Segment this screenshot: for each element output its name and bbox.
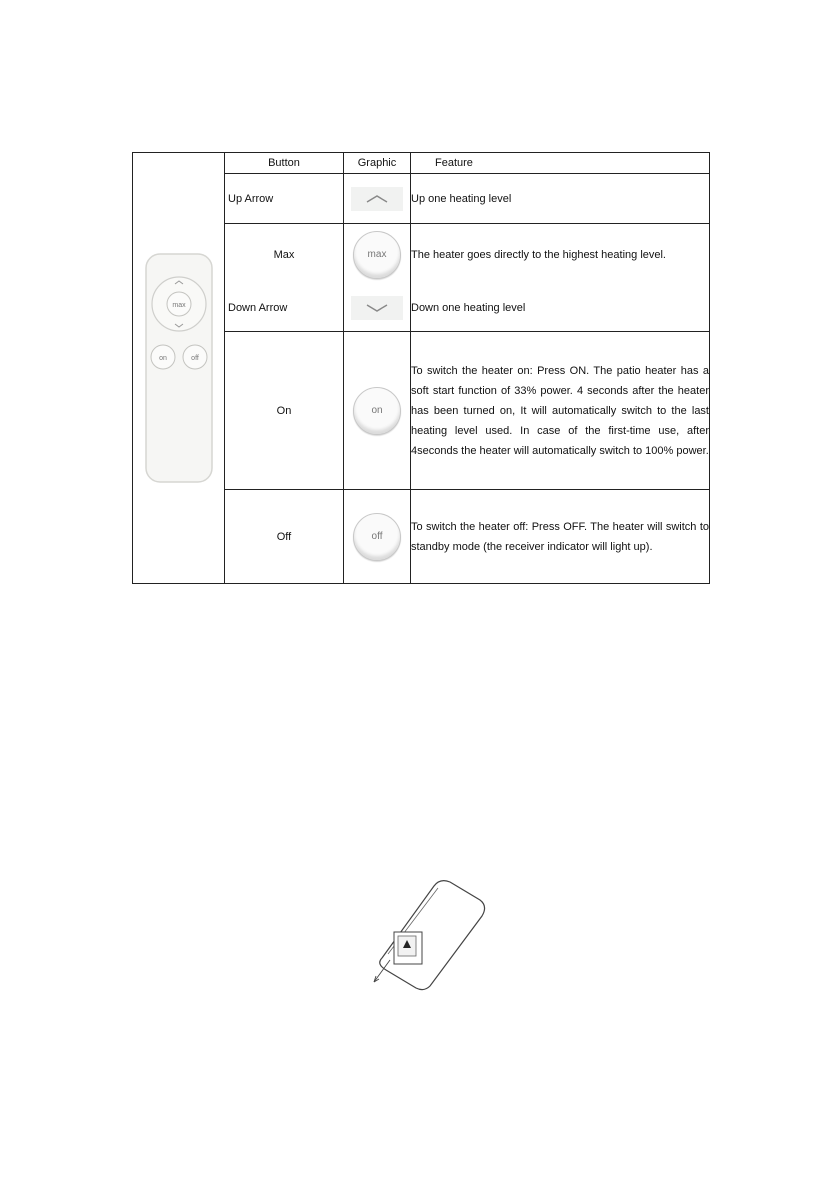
off-button-icon: off xyxy=(353,513,401,561)
battery-compartment-illustration xyxy=(364,872,490,992)
button-table-container xyxy=(132,152,710,584)
feature-down-arrow: Down one heating level xyxy=(411,302,526,315)
header-feature: Feature xyxy=(411,153,710,174)
feature-max: The heater goes directly to the highest heating level. xyxy=(411,248,666,261)
button-name-off: Off xyxy=(276,530,292,543)
remote-control-illustration xyxy=(144,252,214,484)
header-graphic: Graphic xyxy=(344,153,411,174)
remote-on-label: on xyxy=(158,355,167,362)
remote-off-label: off xyxy=(190,355,199,362)
max-button-icon: max xyxy=(353,231,401,279)
remote-max-label: max xyxy=(171,302,186,309)
chevron-down-icon xyxy=(351,296,403,320)
feature-up-arrow: Up one heating level xyxy=(411,192,512,205)
table-header-row xyxy=(133,153,710,174)
feature-off: To switch the heater off: Press OFF. The heater will switch to standby mode (the receiver indicator will light up). xyxy=(411,520,709,553)
button-name-on: On xyxy=(276,404,292,417)
button-name-down-arrow: Down Arrow xyxy=(228,302,288,315)
chevron-up-icon xyxy=(351,187,403,211)
button-name-max: Max xyxy=(273,248,295,261)
remote-image-cell xyxy=(133,153,225,584)
feature-on: To switch the heater on: Press ON. The patio heater has a soft start function of 33% power. 4 seconds after the heater has been turned on, It will automatically switch to the last heating level used. In case of the first-time use, after 4seconds the heater will automatically switch to 100% power. xyxy=(411,364,709,457)
on-button-icon: on xyxy=(353,387,401,435)
header-button: Button xyxy=(225,153,344,174)
button-name-up-arrow: Up Arrow xyxy=(228,192,274,205)
button-feature-table xyxy=(132,152,710,584)
